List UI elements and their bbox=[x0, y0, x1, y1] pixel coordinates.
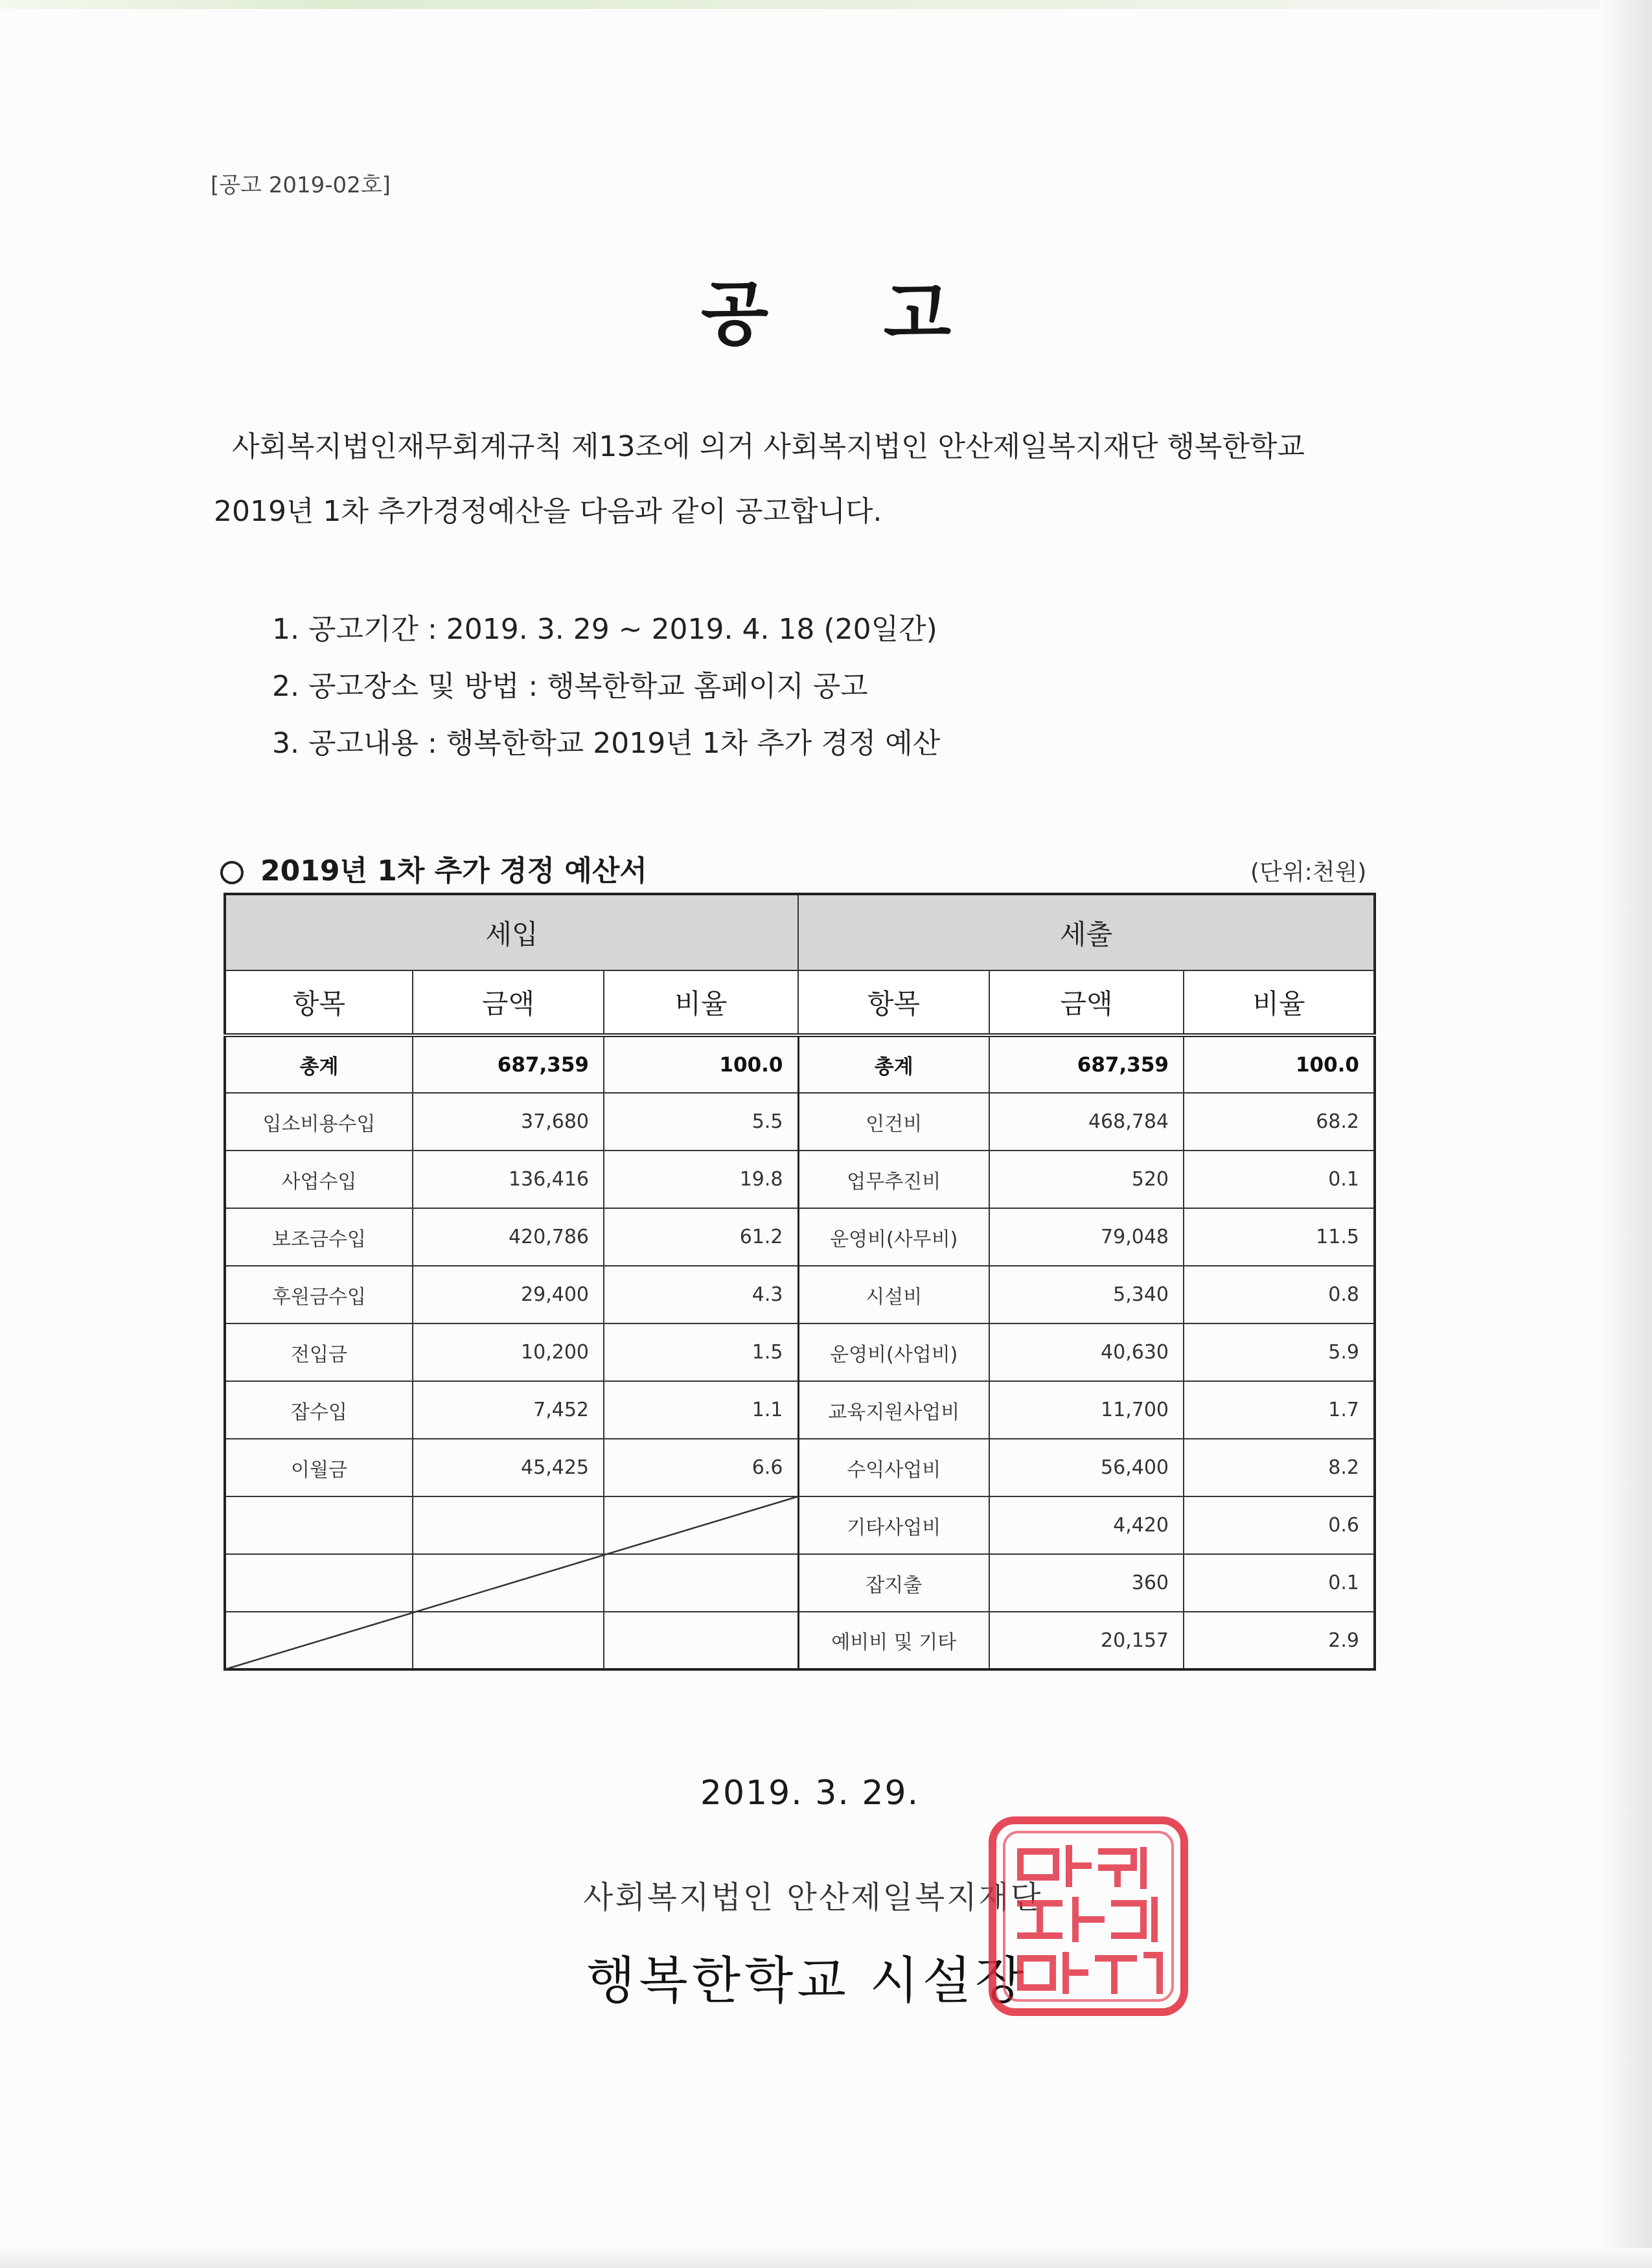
notice-items bbox=[272, 601, 940, 772]
revenue-amount-cell: 37,680 bbox=[413, 1093, 604, 1151]
expense-ratio-cell: 5.9 bbox=[1184, 1323, 1375, 1381]
expense-amount-cell: 56,400 bbox=[989, 1439, 1184, 1496]
revenue-item-cell: 보조금수입 bbox=[225, 1208, 413, 1266]
revenue-amount-cell: 7,452 bbox=[413, 1381, 604, 1439]
col-expense-amount: 금액 bbox=[989, 970, 1184, 1035]
revenue-amount-cell bbox=[413, 1554, 604, 1612]
expense-item-cell: 예비비 및 기타 bbox=[798, 1612, 989, 1669]
table-row bbox=[225, 1381, 1375, 1439]
table-heading bbox=[220, 847, 647, 889]
expense-group-header: 세출 bbox=[798, 894, 1375, 970]
expense-item-cell: 총계 bbox=[798, 1035, 989, 1093]
circle-bullet-icon bbox=[220, 861, 244, 884]
revenue-item-cell: 전입금 bbox=[225, 1323, 413, 1381]
official-seal-icon bbox=[985, 1813, 1192, 2020]
revenue-ratio-cell: 100.0 bbox=[604, 1035, 798, 1093]
expense-item-cell: 운영비(사업비) bbox=[798, 1323, 989, 1381]
revenue-amount-cell bbox=[413, 1496, 604, 1554]
expense-amount-cell: 360 bbox=[989, 1554, 1184, 1612]
revenue-ratio-cell: 5.5 bbox=[604, 1093, 798, 1151]
organization-name: 사회복지법인 안산제일복지재단 bbox=[583, 1879, 1043, 1916]
scan-edge-bottom bbox=[0, 2248, 1652, 2268]
expense-ratio-cell: 11.5 bbox=[1184, 1208, 1375, 1266]
intro-paragraph bbox=[214, 415, 1373, 544]
revenue-item-cell: 총계 bbox=[225, 1035, 413, 1093]
signatory-title: 행복한학교 시설장 bbox=[586, 1952, 1028, 2010]
revenue-ratio-cell: 4.3 bbox=[604, 1266, 798, 1323]
scan-edge-top bbox=[0, 0, 1652, 9]
revenue-item-cell bbox=[225, 1496, 413, 1554]
revenue-item-cell: 이월금 bbox=[225, 1439, 413, 1496]
revenue-item-cell: 잡수입 bbox=[225, 1381, 413, 1439]
expense-ratio-cell: 1.7 bbox=[1184, 1381, 1375, 1439]
expense-item-cell: 기타사업비 bbox=[798, 1496, 989, 1554]
col-revenue-amount: 금액 bbox=[413, 970, 604, 1035]
revenue-ratio-cell: 1.5 bbox=[604, 1323, 798, 1381]
table-row bbox=[225, 1554, 1375, 1612]
expense-amount-cell: 4,420 bbox=[989, 1496, 1184, 1554]
table-row bbox=[225, 1323, 1375, 1381]
col-revenue-item: 항목 bbox=[225, 970, 413, 1035]
col-expense-item: 항목 bbox=[798, 970, 989, 1035]
table-row bbox=[225, 1208, 1375, 1266]
revenue-ratio-cell: 19.8 bbox=[604, 1151, 798, 1208]
expense-ratio-cell: 100.0 bbox=[1184, 1035, 1375, 1093]
revenue-amount-cell: 136,416 bbox=[413, 1151, 604, 1208]
revenue-item-cell bbox=[225, 1612, 413, 1669]
unit-label: (단위:천원) bbox=[1250, 859, 1367, 886]
expense-ratio-cell: 0.6 bbox=[1184, 1496, 1375, 1554]
expense-ratio-cell: 0.8 bbox=[1184, 1266, 1375, 1323]
expense-item-cell: 업무추진비 bbox=[798, 1151, 989, 1208]
revenue-amount-cell bbox=[413, 1612, 604, 1669]
notice-number: [공고 2019-02호] bbox=[211, 172, 391, 198]
expense-amount-cell: 79,048 bbox=[989, 1208, 1184, 1266]
revenue-amount-cell: 29,400 bbox=[413, 1266, 604, 1323]
col-expense-ratio: 비율 bbox=[1184, 970, 1375, 1035]
expense-item-cell: 수익사업비 bbox=[798, 1439, 989, 1496]
budget-table-body bbox=[225, 1035, 1375, 1669]
expense-amount-cell: 687,359 bbox=[989, 1035, 1184, 1093]
document-title: 공 고 bbox=[700, 274, 997, 355]
budget-table bbox=[224, 893, 1376, 1671]
expense-amount-cell: 468,784 bbox=[989, 1093, 1184, 1151]
revenue-amount-cell: 10,200 bbox=[413, 1323, 604, 1381]
expense-ratio-cell: 0.1 bbox=[1184, 1151, 1375, 1208]
expense-amount-cell: 520 bbox=[989, 1151, 1184, 1208]
notice-item-content: 3. 공고내용 : 행복한학교 2019년 1차 추가 경정 예산 bbox=[272, 727, 941, 760]
revenue-group-header: 세입 bbox=[225, 894, 798, 970]
revenue-ratio-cell: 61.2 bbox=[604, 1208, 798, 1266]
table-row bbox=[225, 1266, 1375, 1323]
expense-ratio-cell: 2.9 bbox=[1184, 1612, 1375, 1669]
table-row bbox=[225, 1093, 1375, 1151]
expense-amount-cell: 40,630 bbox=[989, 1323, 1184, 1381]
col-revenue-ratio: 비율 bbox=[604, 970, 798, 1035]
total-row bbox=[225, 1035, 1375, 1093]
intro-line-1: 사회복지법인재무회계규칙 제13조에 의거 사회복지법인 안산제일복지재단 행복한학교 bbox=[232, 430, 1305, 463]
expense-amount-cell: 5,340 bbox=[989, 1266, 1184, 1323]
expense-amount-cell: 11,700 bbox=[989, 1381, 1184, 1439]
expense-ratio-cell: 0.1 bbox=[1184, 1554, 1375, 1612]
notice-date: 2019. 3. 29. bbox=[700, 1774, 920, 1813]
expense-ratio-cell: 8.2 bbox=[1184, 1439, 1375, 1496]
revenue-ratio-cell bbox=[604, 1496, 798, 1554]
table-row bbox=[225, 1612, 1375, 1669]
revenue-amount-cell: 45,425 bbox=[413, 1439, 604, 1496]
revenue-ratio-cell: 6.6 bbox=[604, 1439, 798, 1496]
expense-item-cell: 운영비(사무비) bbox=[798, 1208, 989, 1266]
revenue-item-cell bbox=[225, 1554, 413, 1612]
table-row bbox=[225, 1151, 1375, 1208]
expense-item-cell: 인건비 bbox=[798, 1093, 989, 1151]
expense-item-cell: 교육지원사업비 bbox=[798, 1381, 989, 1439]
revenue-ratio-cell bbox=[604, 1554, 798, 1612]
revenue-amount-cell: 687,359 bbox=[413, 1035, 604, 1093]
table-row bbox=[225, 1496, 1375, 1554]
revenue-item-cell: 사업수입 bbox=[225, 1151, 413, 1208]
revenue-ratio-cell: 1.1 bbox=[604, 1381, 798, 1439]
table-row bbox=[225, 1439, 1375, 1496]
intro-line-2: 2019년 1차 추가경정예산을 다음과 같이 공고합니다. bbox=[214, 495, 882, 528]
revenue-item-cell: 후원금수입 bbox=[225, 1266, 413, 1323]
notice-item-place: 2. 공고장소 및 방법 : 행복한학교 홈페이지 공고 bbox=[272, 670, 868, 703]
expense-ratio-cell: 68.2 bbox=[1184, 1093, 1375, 1151]
revenue-amount-cell: 420,786 bbox=[413, 1208, 604, 1266]
revenue-item-cell: 입소비용수입 bbox=[225, 1093, 413, 1151]
notice-item-period: 1. 공고기간 : 2019. 3. 29 ~ 2019. 4. 18 (20일간) bbox=[272, 613, 937, 646]
expense-item-cell: 잡지출 bbox=[798, 1554, 989, 1612]
expense-amount-cell: 20,157 bbox=[989, 1612, 1184, 1669]
table-heading-text: 2019년 1차 추가 경정 예산서 bbox=[260, 854, 647, 888]
expense-item-cell: 시설비 bbox=[798, 1266, 989, 1323]
revenue-ratio-cell bbox=[604, 1612, 798, 1669]
